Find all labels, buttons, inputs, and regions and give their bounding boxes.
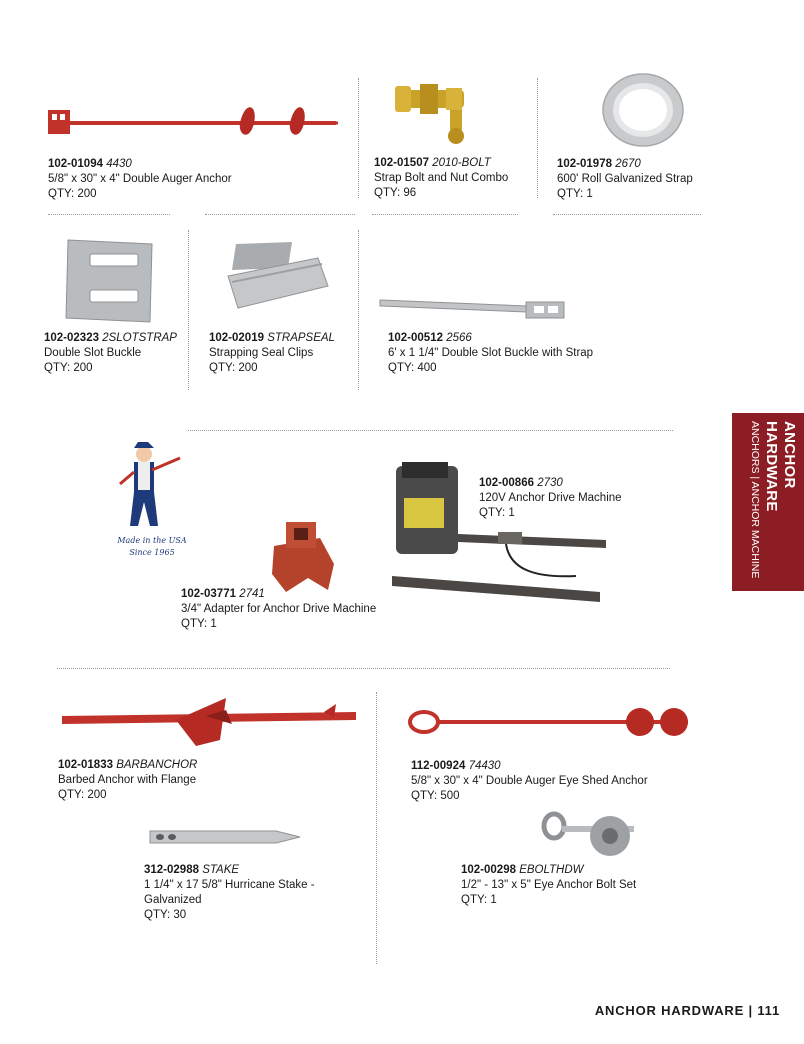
product-code: 102-01507 <box>374 157 429 169</box>
section-tab-subtitle: ANCHORS | ANCHOR MACHINE <box>749 421 761 579</box>
section-tab-title: ANCHOR HARDWARE <box>763 421 798 512</box>
divider <box>188 230 189 390</box>
product-card <box>209 331 354 376</box>
product-code: 102-00512 <box>388 332 443 344</box>
product-card <box>58 758 278 803</box>
product-alt-code: 2010-BOLT <box>432 157 491 169</box>
product-code: 102-00298 <box>461 864 516 876</box>
divider <box>358 78 359 198</box>
double-slot-buckle-image <box>60 236 158 326</box>
product-description: 1 1/4" x 17 5/8" Hurricane Stake - Galvanized <box>144 879 315 906</box>
product-quantity: QTY: 200 <box>44 362 93 374</box>
divider <box>372 214 518 215</box>
product-description: 5/8" x 30" x 4" Double Auger Anchor <box>48 173 232 185</box>
strap-bolt-nut-image <box>390 70 480 145</box>
product-card <box>48 157 348 202</box>
product-quantity: QTY: 400 <box>388 362 437 374</box>
product-card <box>44 331 184 376</box>
hurricane-stake-image <box>146 826 304 848</box>
product-code: 102-02323 <box>44 332 99 344</box>
product-card <box>411 759 711 804</box>
product-alt-code: 74430 <box>468 760 501 772</box>
barbed-anchor-image <box>56 690 368 750</box>
eye-shed-anchor-image <box>404 700 694 750</box>
product-description: 600' Roll Galvanized Strap <box>557 173 693 185</box>
product-description: Barbed Anchor with Flange <box>58 774 197 786</box>
product-alt-code: 2741 <box>239 588 265 600</box>
product-code: 102-01833 <box>58 759 113 771</box>
eye-anchor-bolt-image <box>540 808 640 870</box>
page-footer <box>595 1003 780 1018</box>
divider <box>358 230 359 390</box>
double-auger-anchor-image <box>40 96 340 152</box>
product-alt-code: STAKE <box>202 864 240 876</box>
product-code: 102-00866 <box>479 477 534 489</box>
divider <box>188 430 673 431</box>
product-quantity: QTY: 200 <box>58 789 107 801</box>
product-alt-code: 4430 <box>106 158 132 170</box>
page-number: 111 <box>757 1003 780 1018</box>
product-card <box>557 157 727 202</box>
divider <box>537 78 538 198</box>
product-card <box>479 476 659 521</box>
logo-since-text: Since 1965 <box>129 548 175 557</box>
product-alt-code: 2SLOTSTRAP <box>102 332 177 344</box>
logo-made-in-usa-text: Made in the USA <box>117 536 187 545</box>
product-description: 3/4" Adapter for Anchor Drive Machine <box>181 603 377 615</box>
product-alt-code: BARBANCHOR <box>116 759 198 771</box>
product-card <box>461 863 681 908</box>
product-description: 6' x 1 1/4" Double Slot Buckle with Strap <box>388 347 594 359</box>
divider <box>376 692 377 964</box>
product-quantity: QTY: 200 <box>48 188 97 200</box>
product-code: 112-00924 <box>411 760 466 772</box>
buckle-with-strap-image <box>376 292 571 322</box>
product-description: 1/2" - 13" x 5" Eye Anchor Bolt Set <box>461 879 637 891</box>
strapping-seal-clips-image <box>222 238 334 316</box>
product-code: 102-01094 <box>48 158 103 170</box>
product-quantity: QTY: 500 <box>411 790 460 802</box>
product-quantity: QTY: 30 <box>144 909 187 921</box>
product-alt-code: EBOLTHDW <box>519 864 584 876</box>
product-code: 102-01978 <box>557 158 612 170</box>
product-card <box>374 156 534 201</box>
product-alt-code: 2566 <box>446 332 472 344</box>
product-description: 5/8" x 30" x 4" Double Auger Eye Shed Anchor <box>411 775 648 787</box>
footer-separator: | <box>748 1003 753 1018</box>
product-description: 120V Anchor Drive Machine <box>479 492 622 504</box>
section-tab <box>732 413 804 591</box>
product-alt-code: 2730 <box>537 477 563 489</box>
adapter-image <box>268 518 340 598</box>
divider <box>48 214 170 215</box>
product-quantity: QTY: 200 <box>209 362 258 374</box>
product-quantity: QTY: 1 <box>461 894 497 906</box>
product-alt-code: STRAPSEAL <box>267 332 335 344</box>
product-code: 102-03771 <box>181 588 236 600</box>
product-quantity: QTY: 96 <box>374 187 417 199</box>
product-quantity: QTY: 1 <box>479 507 515 519</box>
product-description: Strapping Seal Clips <box>209 347 314 359</box>
product-alt-code: 2670 <box>615 158 641 170</box>
product-quantity: QTY: 1 <box>181 618 217 630</box>
product-code: 102-02019 <box>209 332 264 344</box>
footer-section-title: ANCHOR HARDWARE <box>594 1003 745 1018</box>
divider <box>57 668 670 669</box>
product-description: Double Slot Buckle <box>44 347 142 359</box>
strap-roll-image <box>598 70 688 150</box>
divider <box>553 214 701 215</box>
product-card <box>144 863 334 923</box>
product-description: Strap Bolt and Nut Combo <box>374 172 509 184</box>
product-card <box>388 331 638 376</box>
product-quantity: QTY: 1 <box>557 188 593 200</box>
divider <box>205 214 355 215</box>
product-code: 312-02988 <box>144 864 199 876</box>
product-card <box>181 587 441 632</box>
